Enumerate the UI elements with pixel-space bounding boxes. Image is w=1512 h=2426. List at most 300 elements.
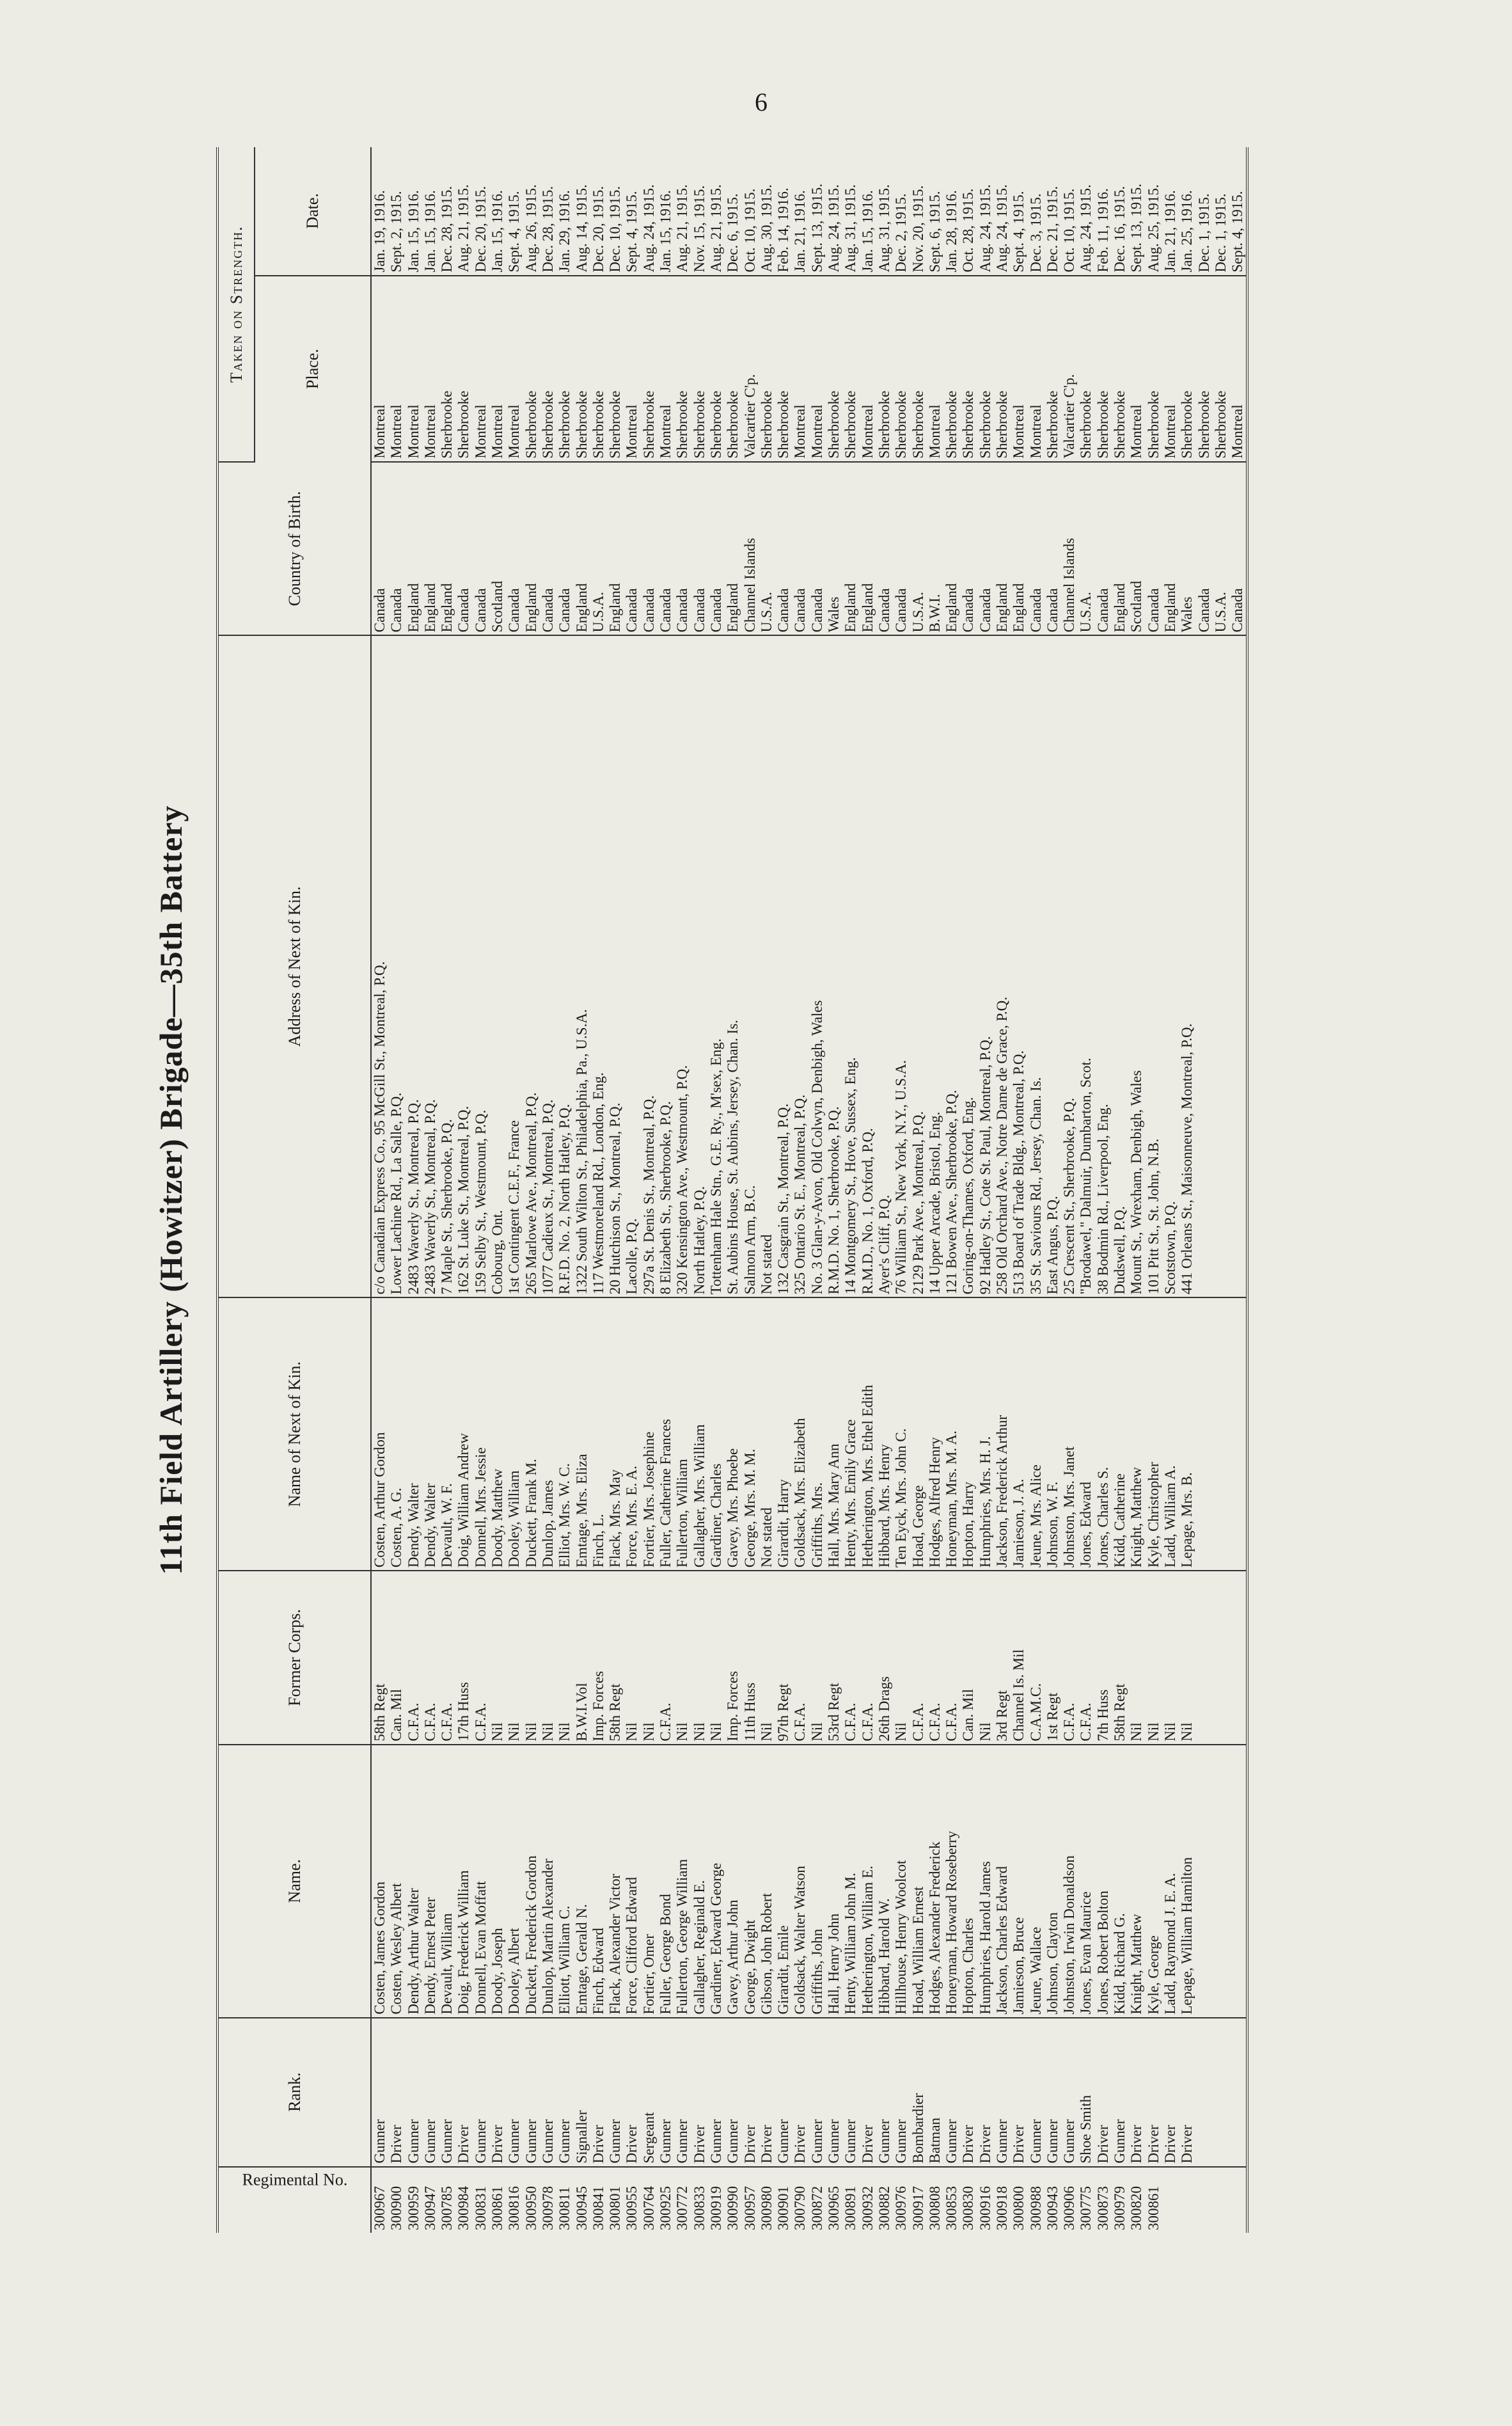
cell-no: 300945	[573, 2186, 590, 2230]
cell-date: Aug. 30, 1915.	[759, 147, 775, 276]
cell-date: Aug. 21, 1915.	[708, 147, 725, 276]
cell-place: Sherbrooke	[775, 276, 792, 462]
cell-place: Montreal	[624, 276, 640, 462]
cell-no: 300873	[1094, 2186, 1111, 2230]
cell-address: 265 Marlowe Ave., Montreal, P.Q.	[523, 635, 540, 1297]
cell-address: 92 Hadley St., Cote St. Paul, Montreal, P.Q.	[977, 635, 994, 1297]
cell-date: Aug. 31, 1915.	[876, 147, 893, 276]
cell-place: Montreal	[658, 276, 674, 462]
cell-date: Dec. 2, 1915.	[893, 147, 910, 276]
cell-date: Jan. 15, 1916.	[658, 147, 674, 276]
cell-corps: 11th Huss	[742, 1571, 759, 1745]
cell-no: 300808	[926, 2186, 943, 2230]
cell-date: Dec. 20, 1915.	[473, 147, 489, 276]
cell-country: Canada	[371, 462, 388, 636]
cell-place: Montreal	[792, 276, 808, 462]
cell-place: Sherbrooke	[943, 276, 960, 462]
cell-name: Goldsack, Walter Watson	[792, 1745, 808, 2018]
cell-rank: Driver	[742, 2018, 759, 2167]
cell-kin	[1229, 1297, 1247, 1571]
cell-corps: Nil	[691, 1571, 708, 1745]
cell-rank: Driver	[1179, 2018, 1195, 2167]
cell-kin: Goldsack, Mrs. Elizabeth	[792, 1297, 808, 1571]
cell-country: Canada	[1146, 462, 1162, 636]
cell-no: 300932	[859, 2186, 876, 2230]
cell-country: Canada	[893, 462, 910, 636]
cell-place: Montreal	[388, 276, 405, 462]
cell-name	[1213, 1745, 1229, 2018]
cell-corps: C.F.A.	[473, 1571, 489, 1745]
cell-kin: Griffiths, Mrs.	[809, 1297, 826, 1571]
cell-country: Canada	[1196, 462, 1213, 636]
cell-rank: Sergeant	[641, 2018, 658, 2167]
cell-no: 300831	[472, 2186, 489, 2230]
cell-kin: Gavey, Mrs. Phoebe	[725, 1297, 741, 1571]
cell-rank: Gunner	[1061, 2018, 1078, 2167]
cell-no: 300967	[372, 2186, 388, 2230]
cell-date: Jan. 21, 1916.	[792, 147, 808, 276]
cell-date: Aug. 21, 1915.	[674, 147, 691, 276]
cell-country: Canada	[1095, 462, 1112, 636]
table-row	[1095, 147, 1112, 2233]
cell-address: 8 Elizabeth St., Sherbrooke, P.Q.	[658, 635, 674, 1297]
cell-corps: Nil	[893, 1571, 910, 1745]
cell-kin: Elliot, Mrs. W. C.	[556, 1297, 573, 1571]
cell-address: 38 Bodmin Rd., Liverpool, Eng.	[1095, 635, 1112, 1297]
cell-country: Canada	[876, 462, 893, 636]
cell-no: 300919	[707, 2186, 724, 2230]
cell-no: 300800	[1011, 2186, 1027, 2230]
cell-kin: Hopton, Harry	[960, 1297, 977, 1571]
table-row	[927, 147, 943, 2233]
cell-name: Jeune, Wallace	[1028, 1745, 1044, 2018]
cell-place: Montreal	[506, 276, 523, 462]
cell-address: Ayer's Cliff, P.Q.	[876, 635, 893, 1297]
cell-kin: Johnson, W. F.	[1044, 1297, 1061, 1571]
cell-address: Salmon Arm, B.C.	[742, 635, 759, 1297]
cell-address: 162 St. Luke St., Montreal, P.Q.	[455, 635, 472, 1297]
cell-place: Sherbrooke	[893, 276, 910, 462]
cell-country: Canada	[624, 462, 640, 636]
cell-country: Canada	[1028, 462, 1044, 636]
cell-country: England	[943, 462, 960, 636]
cell-corps: Nil	[1128, 1571, 1145, 1745]
table-row	[455, 147, 472, 2233]
cell-address: 20 Hutchison St., Montreal, P.Q.	[607, 635, 624, 1297]
cell-place: Montreal	[1229, 276, 1247, 462]
cell-corps: C.F.A.	[406, 1571, 422, 1745]
cell-place: Sherbrooke	[674, 276, 691, 462]
table-row	[1044, 147, 1061, 2233]
cell-date: Sept. 4, 1915.	[1229, 147, 1247, 276]
cell-kin: Emtage, Mrs. Eliza	[574, 1297, 590, 1571]
cell-date: Jan. 15, 1916.	[406, 147, 422, 276]
cell-no: 300891	[842, 2186, 859, 2230]
cell-date: Aug. 26, 1915.	[523, 147, 540, 276]
cell-date: Feb. 11, 1916.	[1095, 147, 1112, 276]
cell-place: Sherbrooke	[1179, 276, 1195, 462]
cell-no: 300841	[590, 2186, 606, 2230]
cell-place: Montreal	[1128, 276, 1145, 462]
cell-kin: Dooley, William	[506, 1297, 523, 1571]
cell-date: Aug. 21, 1915.	[455, 147, 472, 276]
cell-country: England	[406, 462, 422, 636]
table-row	[960, 147, 977, 2233]
cell-no: 300830	[960, 2186, 977, 2230]
cell-name: Elliott, William C.	[556, 1745, 573, 2018]
table-row	[1229, 147, 1247, 2233]
cell-country: U.S.A.	[590, 462, 607, 636]
cell-kin: Finch, L.	[590, 1297, 607, 1571]
cell-rank: Gunner	[1044, 2018, 1061, 2167]
cell-date: Dec. 10, 1915.	[607, 147, 624, 276]
cell-no: 300988	[1027, 2186, 1044, 2230]
header-date: Date.	[255, 147, 371, 276]
cell-no: 300764	[640, 2186, 657, 2230]
cell-date: Dec. 21, 1915.	[1044, 147, 1061, 276]
cell-corps: 1st Regt	[1044, 1571, 1061, 1745]
cell-country: England	[1162, 462, 1179, 636]
cell-date: Sept. 13, 1915.	[1128, 147, 1145, 276]
cell-corps: Nil	[506, 1571, 523, 1745]
cell-country: Canada	[641, 462, 658, 636]
cell-no: 300950	[523, 2186, 539, 2230]
table-row	[624, 147, 640, 2233]
cell-address: 297a St. Denis St., Montreal, P.Q.	[641, 635, 658, 1297]
table-row	[1213, 147, 1229, 2233]
cell-kin: Humphries, Mrs. H. J.	[977, 1297, 994, 1571]
cell-rank: Gunner	[725, 2018, 741, 2167]
cell-kin: Jeune, Mrs. Alice	[1028, 1297, 1044, 1571]
cell-corps: Can. Mil	[960, 1571, 977, 1745]
cell-address: 121 Bowen Ave., Sherbrooke, P.Q.	[943, 635, 960, 1297]
cell-place: Montreal	[473, 276, 489, 462]
table-row	[506, 147, 523, 2233]
table-row	[371, 147, 388, 2233]
table-row	[674, 147, 691, 2233]
cell-address: East Angus, P.Q.	[1044, 635, 1061, 1297]
table-row	[910, 147, 927, 2233]
cell-address: 14 Upper Arcade, Bristol, Eng.	[927, 635, 943, 1297]
cell-rank: Driver	[455, 2018, 472, 2167]
cell-corps: B.W.I.Vol	[574, 1571, 590, 1745]
table-row	[1196, 147, 1213, 2233]
table-row	[842, 147, 859, 2233]
cell-date: Dec. 28, 1915.	[540, 147, 556, 276]
cell-date: Dec. 6, 1915.	[725, 147, 741, 276]
cell-country: Canada	[691, 462, 708, 636]
cell-no: 300775	[1078, 2186, 1094, 2230]
table-row	[759, 147, 775, 2233]
cell-kin: Gardiner, Charles	[708, 1297, 725, 1571]
cell-place: Sherbrooke	[455, 276, 472, 462]
cell-place: Sherbrooke	[842, 276, 859, 462]
cell-address: 25 Crescent St., Sherbrooke, P.Q.	[1061, 635, 1078, 1297]
cell-country: Scotland	[1128, 462, 1145, 636]
cell-corps: C.F.A.	[1078, 1571, 1094, 1745]
cell-address: Cobourg, Ont.	[489, 635, 506, 1297]
cell-kin: Kyle, Christopher	[1146, 1297, 1162, 1571]
cell-corps: Nil	[624, 1571, 640, 1745]
cell-kin: Doig, William Andrew	[455, 1297, 472, 1571]
cell-no: 300861	[489, 2186, 506, 2230]
table-row	[574, 147, 590, 2233]
cell-country: Scotland	[489, 462, 506, 636]
cell-no: 300811	[556, 2186, 573, 2230]
cell-name: Griffiths, John	[809, 1745, 826, 2018]
cell-place: Montreal	[371, 276, 388, 462]
header-regimental-no: Regimental No.	[242, 2170, 347, 2189]
cell-place: Sherbrooke	[574, 276, 590, 462]
cell-no: 300943	[1044, 2186, 1060, 2230]
header-country: Country of Birth.	[217, 462, 371, 636]
cell-place: Montreal	[489, 276, 506, 462]
cell-date: Dec. 3, 1915.	[1028, 147, 1044, 276]
cell-corps: C.F.A.	[792, 1571, 808, 1745]
cell-kin: George, Mrs. M. M.	[742, 1297, 759, 1571]
cell-country: Canada	[556, 462, 573, 636]
cell-corps: 97th Regt	[775, 1571, 792, 1745]
cell-date: Oct. 28, 1915.	[960, 147, 977, 276]
cell-address: 258 Old Orchard Ave., Notre Dame de Grace, P.Q.	[994, 635, 1011, 1297]
cell-country: Canada	[809, 462, 826, 636]
cell-address: 1077 Cadieux St., Montreal, P.Q.	[540, 635, 556, 1297]
header-rank: Rank.	[217, 2018, 371, 2167]
cell-country: Canada	[1229, 462, 1247, 636]
cell-country: England	[523, 462, 540, 636]
cell-place: Sherbrooke	[876, 276, 893, 462]
table-row	[523, 147, 540, 2233]
cell-address: St. Aubins House, St. Aubins, Jersey, Chan. Is.	[725, 635, 741, 1297]
cell-country: England	[422, 462, 439, 636]
cell-kin	[1213, 1297, 1229, 1571]
cell-address: No. 3 Glan-y-Avon, Old Colwyn, Denbigh, Wales	[809, 635, 826, 1297]
cell-name: Kidd, Richard G.	[1112, 1745, 1128, 2018]
cell-name: Jones, Robert Bolton	[1095, 1745, 1112, 2018]
cell-place: Sherbrooke	[607, 276, 624, 462]
cell-name: Gardiner, Edward George	[708, 1745, 725, 2018]
cell-name: Devault, William	[439, 1745, 455, 2018]
cell-corps: C.F.A.	[439, 1571, 455, 1745]
cell-address	[1196, 635, 1213, 1297]
cell-corps: 58th Regt	[371, 1571, 388, 1745]
cell-date: Nov. 20, 1915.	[910, 147, 927, 276]
cell-kin: Jones, Charles S.	[1095, 1297, 1112, 1571]
cell-place: Montreal	[1028, 276, 1044, 462]
cell-no: 300947	[421, 2186, 438, 2230]
cell-corps: C.A.M.C.	[1028, 1571, 1044, 1745]
cell-no	[1162, 2167, 1179, 2233]
cell-name: Johnson, Clayton	[1044, 1745, 1061, 2018]
cell-date: Oct. 10, 1915.	[742, 147, 759, 276]
cell-corps: Nil	[641, 1571, 658, 1745]
cell-rank: Gunner	[607, 2018, 624, 2167]
cell-corps: Imp. Forces	[590, 1571, 607, 1745]
cell-rank: Gunner	[842, 2018, 859, 2167]
cell-place: Montreal	[809, 276, 826, 462]
cell-name: Fullerton, George William	[674, 1745, 691, 2018]
cell-name: Force, Clifford Edward	[624, 1745, 640, 2018]
cell-corps: C.F.A.	[422, 1571, 439, 1745]
cell-date: Dec. 1, 1915.	[1196, 147, 1213, 276]
cell-no	[1213, 2167, 1229, 2233]
cell-kin: Costen, A. G.	[388, 1297, 405, 1571]
cell-no: 300801	[607, 2186, 624, 2230]
header-former-corps: Former Corps.	[217, 1571, 371, 1745]
cell-place: Montreal	[1162, 276, 1179, 462]
cell-name: Lepage, William Hamilton	[1179, 1745, 1195, 2018]
cell-no: 300979	[1112, 2186, 1128, 2230]
cell-address: 2129 Park Ave., Montreal, P.Q.	[910, 635, 927, 1297]
cell-rank	[1196, 2018, 1213, 2167]
cell-name: Emtage, Gerald N.	[574, 1745, 590, 2018]
header-address: Address of Next of Kin.	[217, 635, 371, 1297]
cell-country: Canada	[1044, 462, 1061, 636]
cell-rank: Driver	[1011, 2018, 1027, 2167]
cell-name: Donnell, Evan Moffatt	[473, 1745, 489, 2018]
cell-kin: Duckett, Frank M.	[523, 1297, 540, 1571]
cell-place: Sherbrooke	[994, 276, 1011, 462]
cell-country: Canada	[792, 462, 808, 636]
table-row	[943, 147, 960, 2233]
cell-kin: Fortier, Mrs. Josephine	[641, 1297, 658, 1571]
cell-date: Nov. 15, 1915.	[691, 147, 708, 276]
cell-kin: Dunlop, James	[540, 1297, 556, 1571]
page-number: 6	[755, 88, 768, 116]
cell-kin: Devault, W. F.	[439, 1297, 455, 1571]
cell-corps: Nil	[556, 1571, 573, 1745]
cell-corps: Nil	[523, 1571, 540, 1745]
cell-no: 300916	[977, 2186, 993, 2230]
cell-country: Wales	[1179, 462, 1195, 636]
cell-country: Canada	[455, 462, 472, 636]
cell-name: Henty, William John M.	[842, 1745, 859, 2018]
cell-rank: Batman	[927, 2018, 943, 2167]
cell-date: Jan. 25, 1916.	[1179, 147, 1195, 276]
cell-rank: Gunner	[540, 2018, 556, 2167]
cell-no	[1229, 2167, 1247, 2233]
cell-name: Dooley, Albert	[506, 1745, 523, 2018]
cell-no: 300772	[674, 2186, 691, 2230]
cell-kin: Hibbard, Mrs. Henry	[876, 1297, 893, 1571]
cell-rank: Driver	[624, 2018, 640, 2167]
cell-date: Jan. 15, 1916.	[489, 147, 506, 276]
cell-place: Sherbrooke	[725, 276, 741, 462]
cell-address	[1213, 635, 1229, 1297]
table-row	[641, 147, 658, 2233]
cell-name: Costen, James Gordon	[371, 1745, 388, 2018]
cell-country: Canada	[658, 462, 674, 636]
cell-name: Gallagher, Reginald E.	[691, 1745, 708, 2018]
cell-country: England	[607, 462, 624, 636]
table-row	[725, 147, 741, 2233]
cell-kin: Hetherington, Mrs. Ethel Edith	[860, 1297, 876, 1571]
cell-name: Doig, Frederick William	[455, 1745, 472, 2018]
cell-name: Johnston, Irwin Donaldson	[1061, 1745, 1078, 2018]
cell-name: Finch, Edward	[590, 1745, 607, 2018]
cell-kin	[1196, 1297, 1213, 1571]
cell-date: Jan. 15, 1916.	[860, 147, 876, 276]
cell-rank: Gunner	[422, 2018, 439, 2167]
cell-name: Hoad, William Ernest	[910, 1745, 927, 2018]
cell-name: Ladd, Raymond J. E. A.	[1162, 1745, 1179, 2018]
cell-rank: Driver	[960, 2018, 977, 2167]
cell-name: Costen, Wesley Albert	[388, 1745, 405, 2018]
cell-rank: Driver	[860, 2018, 876, 2167]
cell-address: 14 Montgomery St., Hove, Sussex, Eng.	[842, 635, 859, 1297]
cell-date: Sept. 2, 1915.	[388, 147, 405, 276]
cell-country: Canada	[674, 462, 691, 636]
cell-date: Aug. 14, 1915.	[574, 147, 590, 276]
cell-rank: Gunner	[439, 2018, 455, 2167]
cell-rank: Gunner	[556, 2018, 573, 2167]
table-row	[708, 147, 725, 2233]
cell-name: Fuller, George Bond	[658, 1745, 674, 2018]
cell-date: Aug. 31, 1915.	[842, 147, 859, 276]
table-row	[1162, 147, 1179, 2233]
cell-date: Aug. 24, 1915.	[826, 147, 842, 276]
cell-address: 7 Maple St., Sherbrooke, P.Q.	[439, 635, 455, 1297]
cell-rank	[1213, 2018, 1229, 2167]
cell-address: 2483 Waverly St., Montreal, P.Q.	[422, 635, 439, 1297]
cell-name: Gibson, John Robert	[759, 1745, 775, 2018]
cell-kin: Gallagher, Mrs. William	[691, 1297, 708, 1571]
cell-name: George, Dwight	[742, 1745, 759, 2018]
cell-address: R.M.D. No. 1, Sherbrooke, P.Q.	[826, 635, 842, 1297]
table-row	[893, 147, 910, 2233]
table-row	[792, 147, 808, 2233]
cell-no: 300965	[826, 2186, 842, 2230]
cell-kin: Fullerton, William	[674, 1297, 691, 1571]
cell-corps	[1196, 1571, 1213, 1745]
cell-address: R.M.D., No. 1, Oxford, P.Q.	[860, 635, 876, 1297]
table-row	[388, 147, 405, 2233]
cell-no	[1196, 2167, 1213, 2233]
cell-country: England	[860, 462, 876, 636]
cell-corps: Nil	[708, 1571, 725, 1745]
cell-corps	[1229, 1571, 1247, 1745]
cell-rank: Gunner	[876, 2018, 893, 2167]
cell-kin: Flack, Mrs. May	[607, 1297, 624, 1571]
cell-address: 35 St. Saviours Rd., Jersey, Chan. Is.	[1028, 635, 1044, 1297]
cell-corps: 26th Drags	[876, 1571, 893, 1745]
cell-rank: Driver	[1162, 2018, 1179, 2167]
cell-corps: 58th Regt	[607, 1571, 624, 1745]
cell-place: Sherbrooke	[1146, 276, 1162, 462]
cell-address: 320 Kensington Ave., Westmount, P.Q.	[674, 635, 691, 1297]
cell-address: 441 Orleans St., Maisonneuve, Montreal, P.Q.	[1179, 635, 1195, 1297]
table-row	[876, 147, 893, 2233]
cell-address: Tottenham Hale Stn., G.E. Ry., M'sex, Eng.	[708, 635, 725, 1297]
cell-no: 300861	[1145, 2186, 1162, 2230]
cell-no: 300978	[539, 2186, 556, 2230]
cell-date: Jan. 21, 1916.	[1162, 147, 1179, 276]
cell-country: U.S.A.	[1213, 462, 1229, 636]
cell-address: 76 William St., New York, N.Y., U.S.A.	[893, 635, 910, 1297]
cell-kin: Johnston, Mrs. Janet	[1061, 1297, 1078, 1571]
cell-country: U.S.A.	[1078, 462, 1094, 636]
cell-date: Feb. 14, 1916.	[775, 147, 792, 276]
cell-date: Aug. 24, 1915.	[1078, 147, 1094, 276]
cell-kin: Hall, Mrs. Mary Ann	[826, 1297, 842, 1571]
cell-country: Channel Islands	[742, 462, 759, 636]
cell-kin: Costen, Arthur Gordon	[371, 1297, 388, 1571]
cell-no: 300959	[405, 2186, 421, 2230]
cell-date: Oct. 10, 1915.	[1061, 147, 1078, 276]
cell-place: Montreal	[927, 276, 943, 462]
cell-name: Duckett, Frederick Gordon	[523, 1745, 540, 2018]
cell-corps: 7th Huss	[1095, 1571, 1112, 1745]
